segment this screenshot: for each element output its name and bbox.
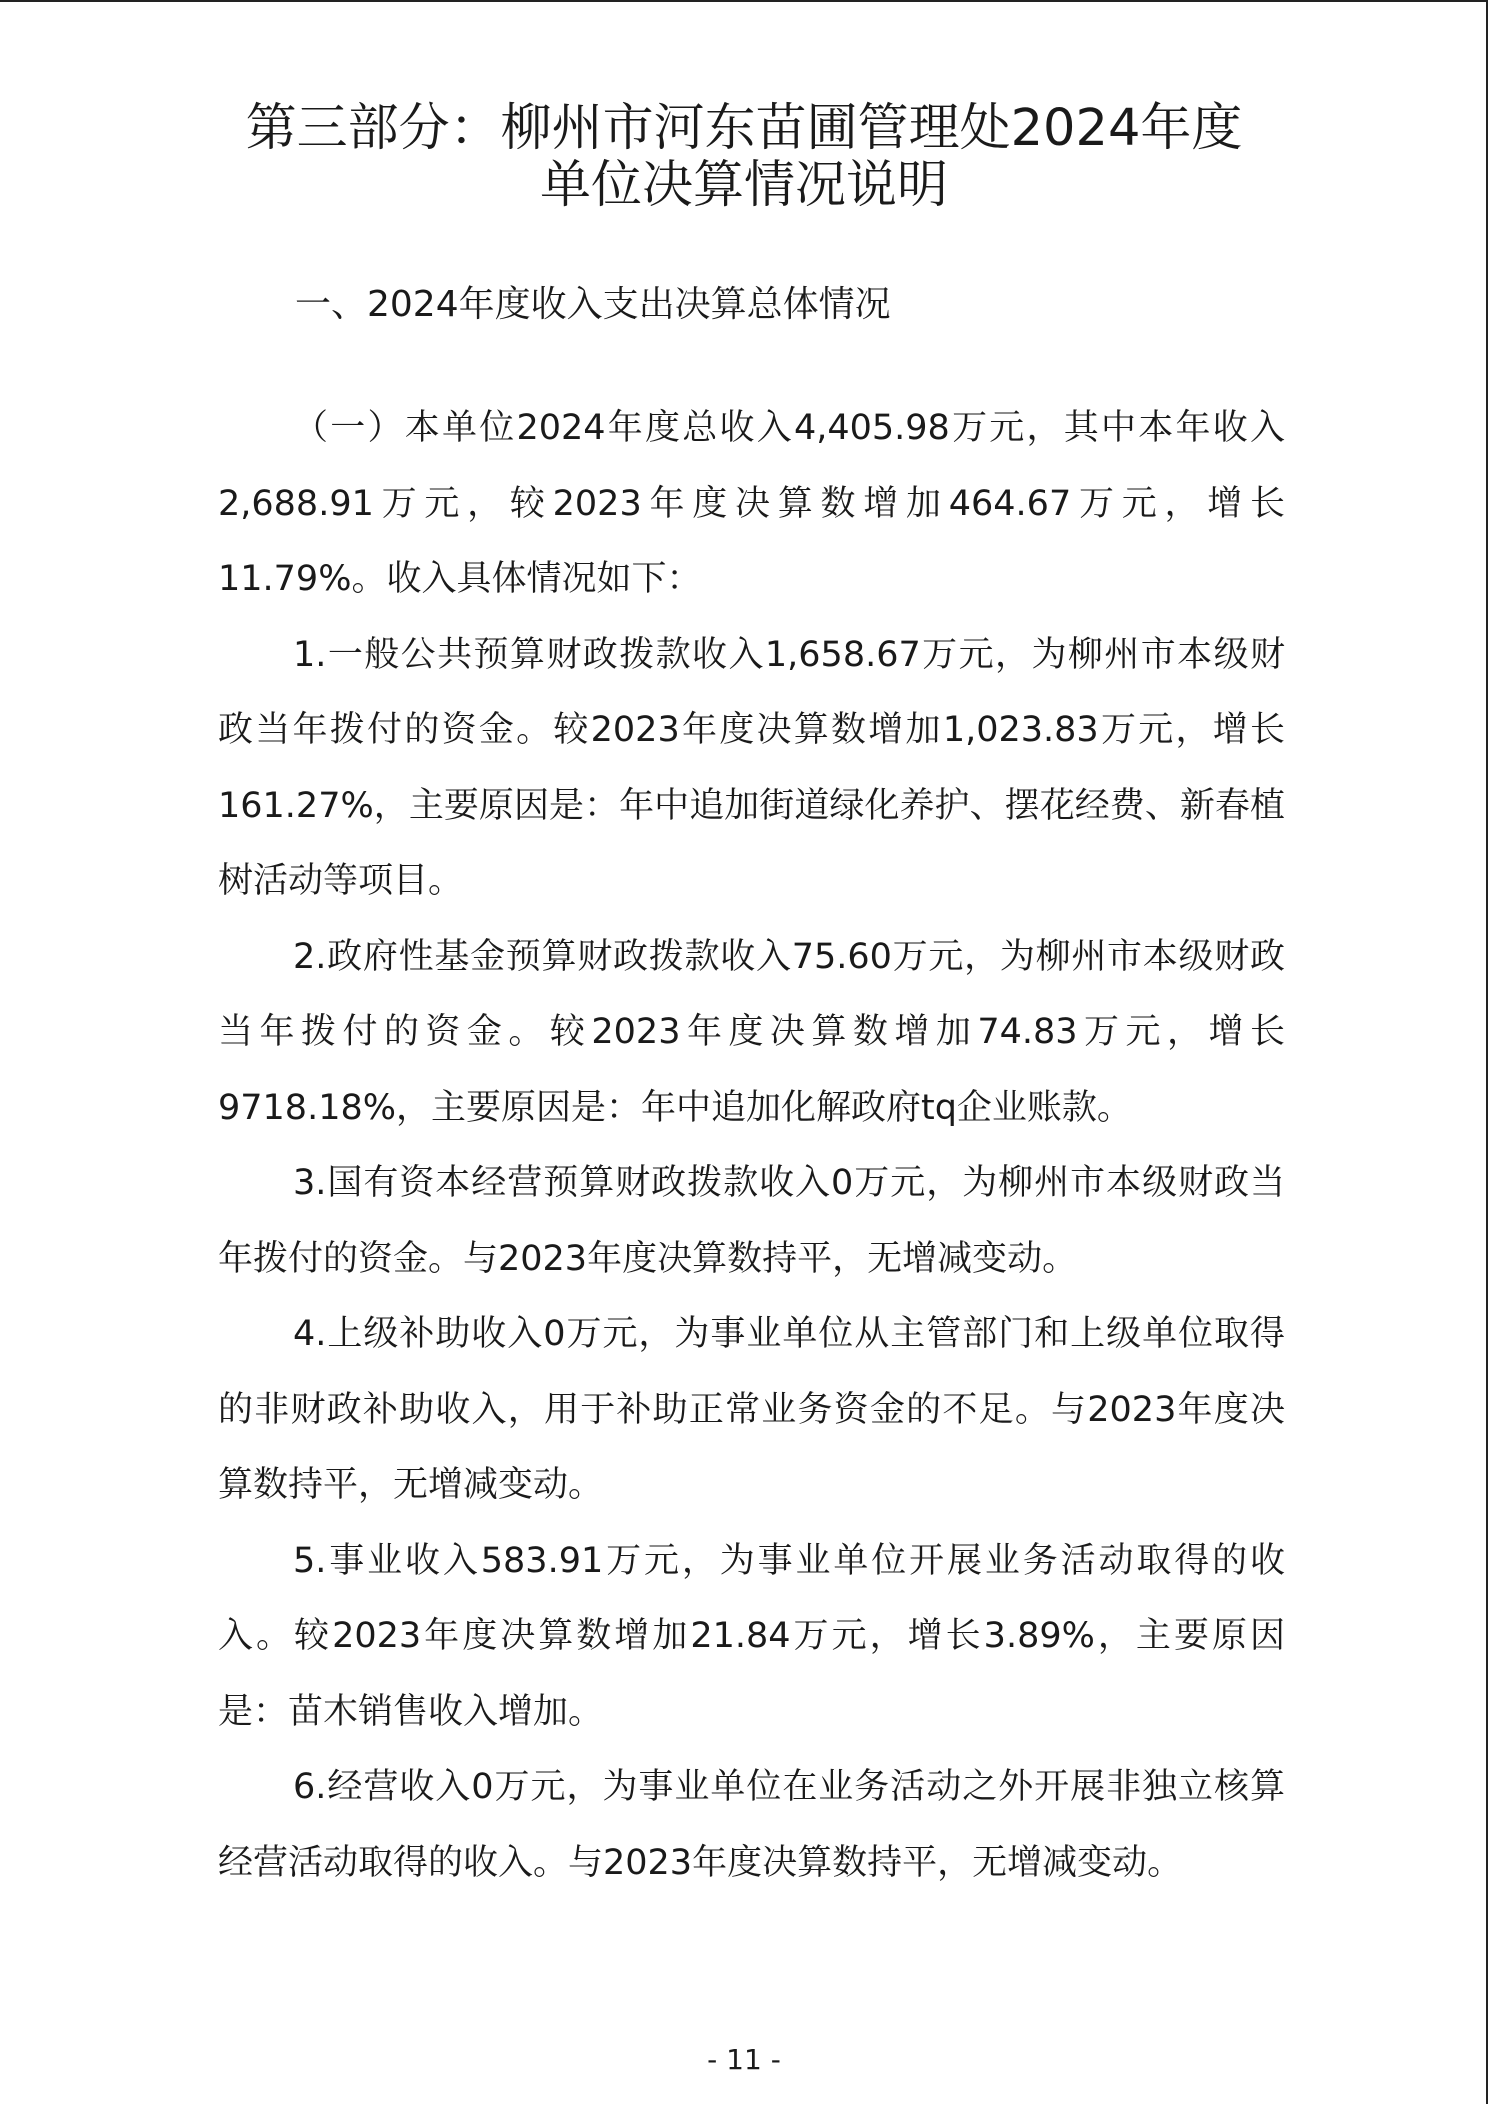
body-text	[218, 391, 1285, 1901]
paragraph-business-income: 5.事业收入583.91万元，为事业单位开展业务活动取得的收入。较2023年度决算数增加21.84万元，增长3.89%，主要原因是：苗木销售收入增加。	[218, 1540, 1285, 1732]
page-title-line-2: 单位决算情况说明	[539, 156, 948, 215]
paragraph-general-budget-income: 1.一般公共预算财政拨款收入1,658.67万元，为柳州市本级财政当年拨付的资金。较2023年度决算数增加1,023.83万元，增长161.27%，主要原因是：年中追加街道绿化养护、摆花经费、新春植树活动等项目。	[218, 634, 1285, 901]
paragraph-total-income: （一）本单位2024年度总收入4,405.98万元，其中本年收入2,688.91万元，较2023年度决算数增加464.67万元，增长11.79%。收入具体情况如下：	[218, 408, 1285, 599]
paragraph-government-fund-income: 2.政府性基金预算财政拨款收入75.60万元，为柳州市本级财政当年拨付的资金。较2023年度决算数增加74.83万元，增长9718.18%，主要原因是：年中追加化解政府tq企业账款。	[218, 936, 1285, 1128]
section-heading: 一、2024年度收入支出决算总体情况	[295, 284, 891, 325]
page-number: - 11 -	[707, 2043, 781, 2076]
paragraph-superior-subsidy-income: 4.上级补助收入0万元，为事业单位从主管部门和上级单位取得的非财政补助收入，用于补助正常业务资金的不足。与2023年度决算数持平，无增减变动。	[218, 1314, 1285, 1505]
page-title	[150, 100, 1338, 214]
page-title-line-1: 第三部分：柳州市河东苗圃管理处2024年度	[245, 99, 1243, 158]
paragraph-state-capital-income: 3.国有资本经营预算财政拨款收入0万元，为柳州市本级财政当年拨付的资金。与2023年度决算数持平，无增减变动。	[218, 1163, 1285, 1279]
paragraph-operating-income: 6.经营收入0万元，为事业单位在业务活动之外开展非独立核算经营活动取得的收入。与2023年度决算数持平，无增减变动。	[218, 1767, 1285, 1883]
